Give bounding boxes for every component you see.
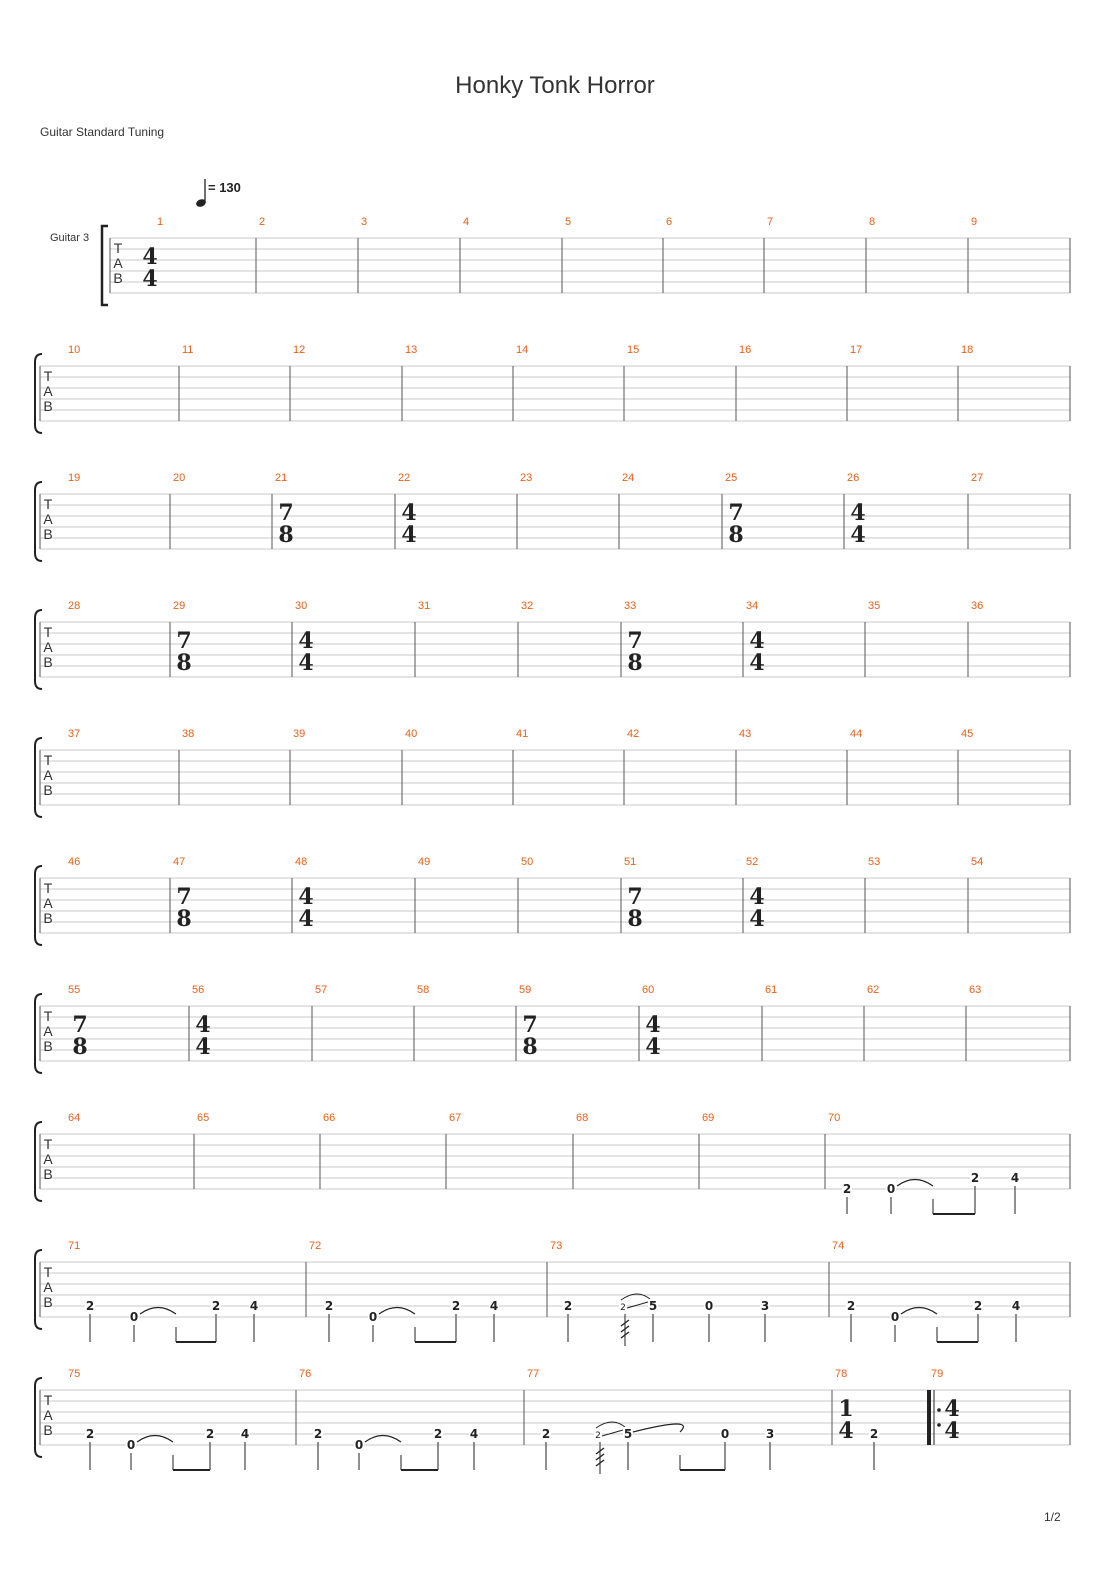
measure-number: 76: [299, 1368, 312, 1380]
staff-system: [35, 1368, 1070, 1474]
measure-number: 2: [259, 216, 266, 228]
tab-clef-b: B: [113, 270, 123, 286]
measure-number: 62: [867, 984, 880, 996]
fret-number: 2: [211, 1299, 221, 1313]
fret-number: 2: [846, 1299, 856, 1313]
fret-number: 0: [890, 1310, 900, 1324]
measure-number: 50: [521, 856, 534, 868]
tab-clef-a: A: [43, 1407, 53, 1423]
measure-number: 24: [622, 472, 635, 484]
time-signature-denominator: 4: [195, 1034, 211, 1060]
time-signature-numerator: 1: [838, 1396, 854, 1422]
time-signature-numerator: 7: [72, 1012, 88, 1038]
page-number: 1/2: [1044, 1510, 1061, 1524]
fret-number: 2: [205, 1427, 215, 1441]
time-signature-denominator: 4: [298, 650, 314, 676]
tie-arc: [897, 1180, 933, 1187]
measure-number: 32: [521, 600, 534, 612]
time-signature-denominator: 8: [72, 1034, 88, 1060]
measure-number: 43: [739, 728, 752, 740]
measure-number: 15: [627, 344, 640, 356]
measure-number: 72: [309, 1240, 322, 1252]
fret-number: 0: [126, 1438, 136, 1452]
tab-clef-a: A: [43, 639, 53, 655]
staff-system: [35, 856, 1070, 945]
time-signature-denominator: 4: [850, 522, 866, 548]
measure-number: 35: [868, 600, 881, 612]
fret-number: 2: [970, 1171, 980, 1185]
staff-system: [35, 1112, 1070, 1214]
time-signature-denominator: 8: [522, 1034, 538, 1060]
measure-number: 36: [971, 600, 984, 612]
measure-number: 13: [405, 344, 418, 356]
fret-number: 2: [973, 1299, 983, 1313]
measure-number: 16: [739, 344, 752, 356]
tab-clef-b: B: [43, 1038, 53, 1054]
staff-system: [35, 472, 1070, 561]
measure-number: 41: [516, 728, 529, 740]
measure-number: 79: [931, 1368, 944, 1380]
time-signature-denominator: 8: [627, 650, 643, 676]
tab-clef-t: T: [43, 1008, 53, 1024]
measure-number: 73: [550, 1240, 563, 1252]
time-signature-numerator: 4: [195, 1012, 211, 1038]
fret-number: 4: [489, 1299, 499, 1313]
repeat-dot: [937, 1408, 941, 1412]
tab-clef-b: B: [43, 782, 53, 798]
time-signature-denominator: 4: [645, 1034, 661, 1060]
tuning-label: Guitar Standard Tuning: [40, 125, 165, 139]
measure-number: 70: [828, 1112, 841, 1124]
measure-number: 27: [971, 472, 984, 484]
measure-number: 75: [68, 1368, 81, 1380]
measure-number: 19: [68, 472, 81, 484]
measure-number: 74: [832, 1240, 845, 1252]
time-signature-denominator: 8: [278, 522, 294, 548]
measure-number: 22: [398, 472, 411, 484]
time-signature-denominator: 4: [142, 266, 158, 292]
measure-number: 25: [725, 472, 738, 484]
fret-number: 3: [760, 1299, 770, 1313]
tab-clef-a: A: [43, 1023, 53, 1039]
staff-system: [35, 600, 1070, 689]
measure-number: 30: [295, 600, 308, 612]
measure-number: 20: [173, 472, 186, 484]
measure-number: 59: [519, 984, 532, 996]
tie-arc: [633, 1424, 683, 1432]
tab-clef-t: T: [43, 1264, 53, 1280]
tab-clef-a: A: [43, 511, 53, 527]
measure-number: 68: [576, 1112, 589, 1124]
time-signature-numerator: 7: [522, 1012, 538, 1038]
measure-number: 3: [361, 216, 368, 228]
measure-number: 12: [293, 344, 306, 356]
measure-number: 52: [746, 856, 759, 868]
tab-clef-t: T: [43, 752, 53, 768]
measure-number: 48: [295, 856, 308, 868]
fret-number: 2: [451, 1299, 461, 1313]
fret-number: 2: [313, 1427, 323, 1441]
measure-number: 56: [192, 984, 205, 996]
time-signature-numerator: 7: [627, 628, 643, 654]
measure-number: 60: [642, 984, 655, 996]
staff-system: [35, 728, 1070, 817]
repeat-dot: [937, 1423, 941, 1427]
measure-number: 8: [869, 216, 876, 228]
fret-number: 0: [129, 1310, 139, 1324]
measure-number: 40: [405, 728, 418, 740]
tab-clef-t: T: [43, 624, 53, 640]
measure-number: 18: [961, 344, 974, 356]
tab-clef-a: A: [113, 255, 123, 271]
time-signature-numerator: 7: [627, 884, 643, 910]
tempo-value: = 130: [208, 180, 241, 195]
time-signature-numerator: 7: [728, 500, 744, 526]
time-signature-numerator: 7: [176, 884, 192, 910]
time-signature-numerator: 4: [298, 884, 314, 910]
measure-number: 63: [969, 984, 982, 996]
tab-clef-t: T: [43, 368, 53, 384]
time-signature-denominator: 8: [176, 650, 192, 676]
fret-number: 5: [648, 1299, 658, 1313]
fret-number: 5: [623, 1427, 633, 1441]
measure-number: 46: [68, 856, 81, 868]
grace-fret-number: 2: [595, 1431, 601, 1441]
measure-number: 33: [624, 600, 637, 612]
tab-clef-b: B: [43, 526, 53, 542]
tab-clef-b: B: [43, 910, 53, 926]
measure-number: 37: [68, 728, 81, 740]
fret-number: 4: [1010, 1171, 1020, 1185]
measure-number: 10: [68, 344, 81, 356]
tab-clef-b: B: [43, 398, 53, 414]
measure-number: 1: [157, 216, 164, 228]
measure-number: 71: [68, 1240, 81, 1252]
fret-number: 0: [886, 1182, 896, 1196]
time-signature-denominator: 8: [627, 906, 643, 932]
fret-number: 0: [704, 1299, 714, 1313]
time-signature-numerator: 4: [298, 628, 314, 654]
slide-line: [602, 1430, 623, 1436]
fret-number: 4: [240, 1427, 250, 1441]
measure-number: 78: [835, 1368, 848, 1380]
song-title: Honky Tonk Horror: [455, 72, 655, 99]
tab-clef-a: A: [43, 895, 53, 911]
measure-number: 55: [68, 984, 81, 996]
measure-number: 47: [173, 856, 186, 868]
measure-number: 57: [315, 984, 328, 996]
fret-number: 0: [720, 1427, 730, 1441]
measure-number: 9: [971, 216, 978, 228]
tab-clef-a: A: [43, 767, 53, 783]
measure-number: 51: [624, 856, 637, 868]
measure-number: 28: [68, 600, 81, 612]
time-signature-numerator: 7: [176, 628, 192, 654]
fret-number: 4: [469, 1427, 479, 1441]
tab-clef-a: A: [43, 383, 53, 399]
time-signature-numerator: 4: [645, 1012, 661, 1038]
fret-number: 4: [249, 1299, 259, 1313]
system-bracket: [102, 226, 108, 305]
measure-number: 26: [847, 472, 860, 484]
tab-clef-t: T: [43, 1136, 53, 1152]
tie-arc: [365, 1436, 401, 1443]
measure-number: 38: [182, 728, 195, 740]
tab-clef-b: B: [43, 654, 53, 670]
tie-arc: [137, 1436, 173, 1443]
time-signature-denominator: 4: [749, 650, 765, 676]
measure-number: 21: [275, 472, 288, 484]
time-signature-numerator: 7: [278, 500, 294, 526]
time-signature-numerator: 4: [850, 500, 866, 526]
measure-number: 49: [418, 856, 431, 868]
measure-number: 31: [418, 600, 431, 612]
measure-number: 4: [463, 216, 470, 228]
measure-number: 34: [746, 600, 759, 612]
tab-clef-t: T: [113, 240, 123, 256]
time-signature-denominator: 8: [728, 522, 744, 548]
fret-number: 3: [765, 1427, 775, 1441]
staff-system: [35, 984, 1070, 1073]
measure-number: 5: [565, 216, 572, 228]
tab-clef-b: B: [43, 1294, 53, 1310]
fret-number: 0: [354, 1438, 364, 1452]
tie-arc: [140, 1308, 176, 1315]
measure-number: 58: [417, 984, 430, 996]
measure-number: 77: [527, 1368, 540, 1380]
time-signature-numerator: 4: [944, 1396, 960, 1422]
measure-number: 44: [850, 728, 863, 740]
fret-number: 2: [85, 1299, 95, 1313]
tab-clef-b: B: [43, 1166, 53, 1182]
time-signature-denominator: 8: [176, 906, 192, 932]
time-signature-denominator: 4: [749, 906, 765, 932]
staff-system: [50, 216, 1070, 305]
time-signature-numerator: 4: [401, 500, 417, 526]
time-signature-denominator: 4: [298, 906, 314, 932]
measure-number: 42: [627, 728, 640, 740]
measure-number: 11: [182, 344, 194, 356]
track-name: Guitar 3: [50, 232, 90, 244]
measure-number: 7: [767, 216, 774, 228]
slide-line: [627, 1302, 648, 1308]
time-signature-numerator: 4: [749, 628, 765, 654]
fret-number: 2: [842, 1182, 852, 1196]
staff-system: [35, 1240, 1070, 1346]
measure-number: 23: [520, 472, 533, 484]
fret-number: 2: [541, 1427, 551, 1441]
time-signature-numerator: 4: [142, 244, 158, 270]
tie-arc: [901, 1308, 937, 1315]
measure-number: 61: [765, 984, 778, 996]
measure-number: 14: [516, 344, 529, 356]
measure-number: 53: [868, 856, 881, 868]
time-signature-denominator: 4: [944, 1418, 960, 1444]
measure-number: 17: [850, 344, 863, 356]
measure-number: 64: [68, 1112, 81, 1124]
grace-fret-number: 2: [620, 1303, 626, 1313]
tab-clef-t: T: [43, 496, 53, 512]
measure-number: 67: [449, 1112, 462, 1124]
time-signature-denominator: 4: [401, 522, 417, 548]
fret-number: 0: [368, 1310, 378, 1324]
measure-number: 54: [971, 856, 984, 868]
tab-clef-t: T: [43, 880, 53, 896]
tab-clef-t: T: [43, 1392, 53, 1408]
tie-arc: [379, 1308, 415, 1315]
fret-number: 2: [563, 1299, 573, 1313]
time-signature-denominator: 4: [838, 1418, 854, 1444]
measure-number: 6: [666, 216, 673, 228]
measure-number: 66: [323, 1112, 336, 1124]
fret-number: 4: [1011, 1299, 1021, 1313]
measure-number: 45: [961, 728, 974, 740]
fret-number: 2: [433, 1427, 443, 1441]
repeat-thick-barline: [927, 1390, 931, 1445]
fret-number: 2: [85, 1427, 95, 1441]
measure-number: 69: [702, 1112, 715, 1124]
tab-clef-a: A: [43, 1279, 53, 1295]
time-signature-numerator: 4: [749, 884, 765, 910]
tab-clef-b: B: [43, 1422, 53, 1438]
measure-number: 39: [293, 728, 306, 740]
measure-number: 65: [197, 1112, 210, 1124]
fret-number: 2: [869, 1427, 879, 1441]
measure-number: 29: [173, 600, 186, 612]
fret-number: 2: [324, 1299, 334, 1313]
staff-system: [35, 344, 1070, 433]
tab-clef-a: A: [43, 1151, 53, 1167]
